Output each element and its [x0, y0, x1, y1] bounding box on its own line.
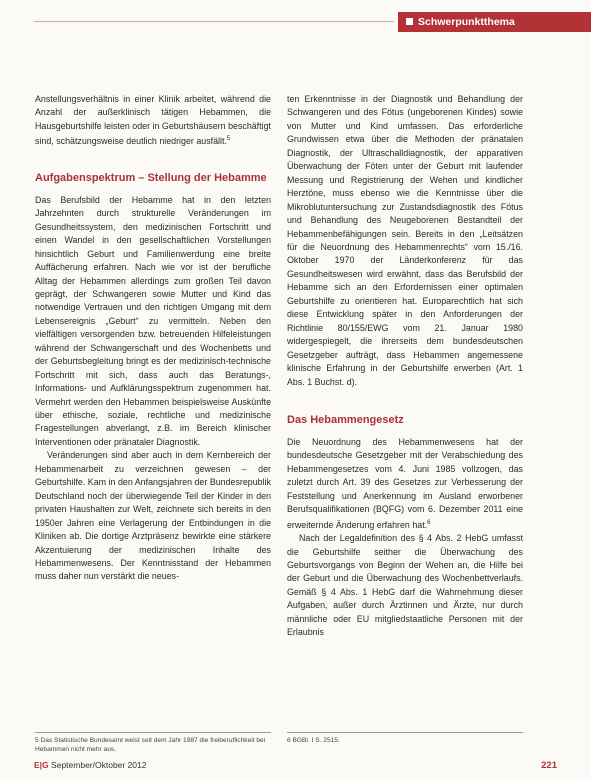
section-header	[0, 12, 591, 32]
footnote-right: 6 BGBl. I S. 2515.	[287, 732, 523, 745]
square-icon	[406, 18, 413, 25]
journal-brand: E|G	[34, 760, 49, 770]
paragraph: Veränderungen sind aber auch in dem Kernbereich der Hebammenarbeit zu verzeichnen gewesen – der Geburtshilfe. Kam in den Anfangsjahren der Bundesrepublik Deutschland noch der überwiegende Teil der Kinder in den privaten Haushalten zur Welt, zeichnete sich bereits in den 1950er Jahren eine Verlagerung der Entbindungen in die Kliniken ab. Die dortige Arztpräsenz bewirkte eine stärkere Akzentuierung der medizinischen Inhalte des Hebammenwesens. Der Kenntnisstand der Hebammen muss daher nun verstärkt die neues-	[35, 450, 271, 582]
issue-date: September/Oktober 2012	[51, 760, 147, 770]
section-heading: Das Hebammengesetz	[287, 413, 404, 426]
paragraph: Nach der Legaldefinition des § 4 Abs. 2 HebG umfasst die Geburtshilfe seither die Überwachung des Geburtsvorgangs von Beginn der Wehen an, die Hilfe bei der Geburt und die Überwachung des Wochenbettverlaufs. Gemäß § 4 Abs. 1 HebG darf die Wahrnehmung dieser Aufgaben, außer durch Ärztinnen und Ärzte, nur durch männliche oder EU mitgliedstaatliche Personen mit der Erlaubnis	[287, 533, 523, 638]
paragraph: ten Erkenntnisse in der Diagnostik und Behandlung der Schwangeren und des Fötus (ungeborenen Kindes) sowie von Mutter und Kind umfassen. Das erforderliche Grundwissen etwa über die Methoden der pränatalen Diagnostik, der Ultraschalldiagnostik, der apparativen Überwachung der Föten unter der Geburt mit laufender Messung und Registrierung der Wehen und kindlicher Herztöne, muss ebenso wie die Kenntnisse über die Mikroblutuntersuchung zur Zustandsdiagnostik des Fötus und Behandlung des Neugeborenen Bestandteil der Hebammenbefähigungen sein. Bereits in den „Leitsätzen für die Neuordnung des Hebammenrechts“ vom 15./16. Oktober 1970 der Länderkonferenz für das Gesundheitswesen wird erwähnt, dass das Berufsbild der Hebamme sich an den Erfordernissen einer optimalen Geburtshilfe zu orientieren hat. Europarechtlich hat sich diese Entwicklung später in den Anforderungen der Richtlinie 80/155/EWG vom 21. Januar 1980 widergespiegelt, die ihrerseits dem bundesdeutschen Gesetzgeber aufträgt, dass Hebammen angemessene klinische Erfahrung in der Geburtshilfe erwerben (Art. 1 Abs. 1 Buchst. d).	[287, 94, 523, 387]
section-label: Schwerpunktthema	[418, 16, 515, 28]
section-tag	[398, 12, 591, 32]
paragraph: Das Berufsbild der Hebamme hat in den letzten Jahrzehnten durch strukturelle Veränderungen im Gesundheitssystem, den medizinischen Fortschritt und einen Wandel in den gesellschaftlichen Vorstellungen hinsichtlich Geburt und Familienwerdung eine breite Auffächerung erfahren. Nach wie vor ist der berufliche Alltag der Hebammen allerdings zum großen Teil davon geprägt, der Schwangeren sowie Mutter und Kind das notwendige Vertrauen und den richtigen Umgang mit dem Lebensereignis „Geburt“ zu vermitteln. Neben den vielfältigen versorgenden bzw. betreuenden Hilfeleistungen während der Schwangerschaft und des Wochenbetts und der Geburtsbegleitung bringt es der medizinisch-technische Fortschritt mit sich, dass auch das Beratungs-, Informations- und Aufklärungsspektrum zugenommen hat. Vermehrt werden den Hebammen beispielsweise Auskünfte über ethische, soziale, rechtliche und medizinische Fragestellungen abverlangt, z.B. im Bereich klinischer Interventionen oder pränataler Diagnostik.	[35, 194, 271, 447]
right-column	[287, 93, 523, 640]
footnote-left: 5 Das Statistische Bundesamt weist seit dem Jahr 1987 die freiberuflichkeit bei Hebammen nicht mehr aus.	[35, 732, 271, 754]
paragraph-text: Die Neuordnung des Hebammenwesens hat der bundesdeutsche Gesetzgeber mit der Verabschiedung des Hebammengesetzes vom 4. Juni 1985 vollzogen, das zuletzt durch Art. 39 des Gesetzes zur Verbesserung der Feststellung und Anerkennung im Ausland erworbener Berufsqualifikationen (BQFG) vom 6. Dezember 2011 eine erweiternde Änderung erfahren hat.	[287, 436, 523, 530]
page-footer	[34, 760, 557, 774]
paragraph	[35, 93, 271, 149]
header-rule	[34, 21, 394, 22]
journal-info	[34, 760, 147, 770]
left-column	[35, 93, 271, 584]
footnote-ref: 5	[226, 136, 231, 143]
paragraph	[287, 436, 523, 532]
paragraph-text: Anstellungsverhältnis in einer Klinik arbeitet, während die Anzahl der außerklinisch tätigen Hebammen, die Hausgeburtshilfe leisten oder in Geburtshäusern beschäftigt sind, schätzungsweise deutlich niedriger ausfällt.	[35, 94, 271, 147]
page-number: 221	[541, 760, 557, 771]
section-heading: Aufgabenspektrum – Stellung der Hebamme	[35, 171, 267, 184]
footnote-ref: 6	[427, 519, 431, 526]
